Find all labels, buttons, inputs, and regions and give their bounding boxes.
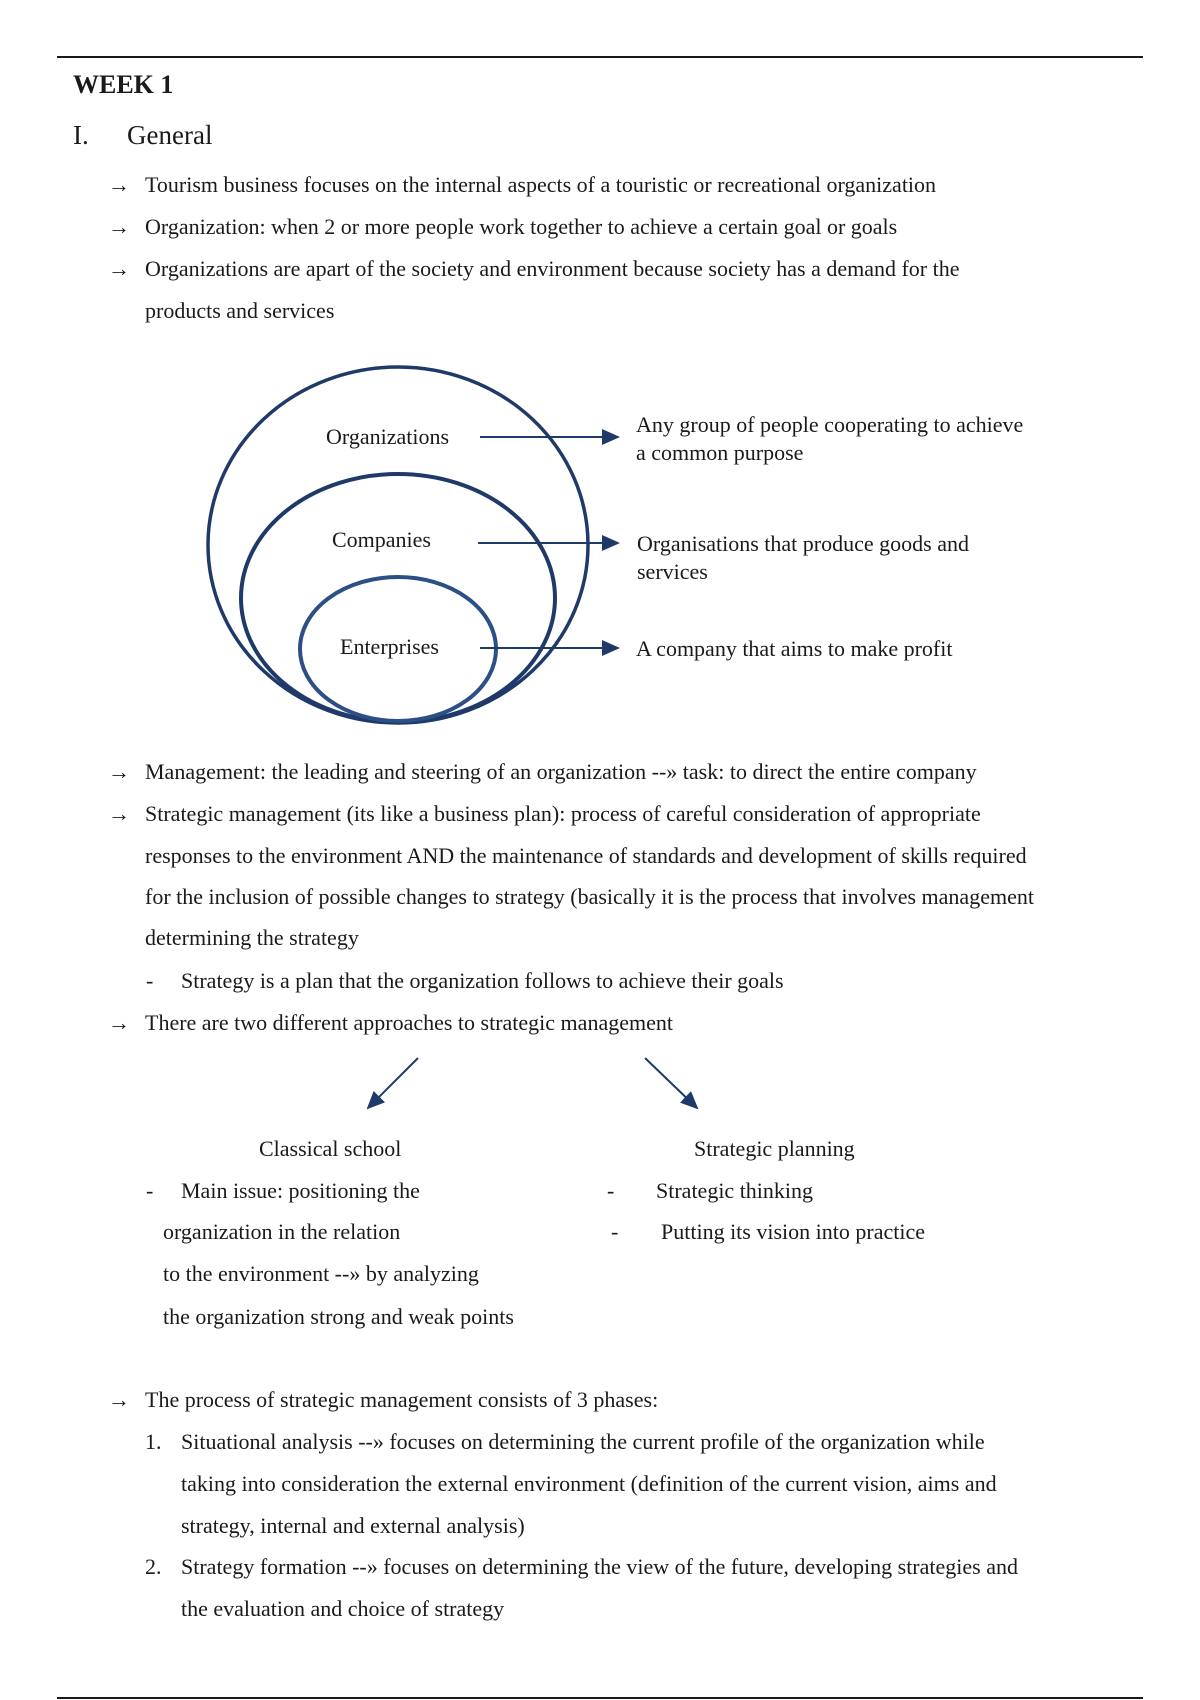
arrow-bullet-icon: → [108,801,130,826]
dash-bullet-icon: - [611,1219,619,1244]
middle-circle-companies [241,474,555,722]
classical-line-4: the organization strong and weak points [163,1304,514,1329]
dash-bullet-icon: - [146,1178,154,1203]
bottom-rule [57,1697,1143,1699]
process-item2-line2: the evaluation and choice of strategy [181,1596,505,1621]
section-number: I. [73,120,89,150]
process-item1-line2: taking into consideration the external environment (definition of the current vision, aims and [181,1471,997,1496]
sub-bullet-strategy: Strategy is a plan that the organization follows to achieve their goals [181,968,784,993]
classical-title: Classical school [259,1136,402,1161]
dash-bullet-icon: - [146,968,154,993]
arrow-bullet-icon: → [108,759,130,784]
bullet-strategic-3: for the inclusion of possible changes to strategy (basically it is the process that involves management [145,884,1034,909]
bullet-strategic-4: determining the strategy [145,925,359,950]
classical-line-1: Main issue: positioning the [181,1178,420,1203]
arrow-bullet-icon: → [108,1387,130,1412]
bullet-society-1: Organizations are apart of the society and environment because society has a demand for the [145,256,960,281]
bullet-strategic-1: Strategic management (its like a business plan): process of careful consideration of appropriate [145,801,981,826]
week-heading: WEEK 1 [73,70,174,99]
bullet-approaches: There are two different approaches to strategic management [145,1010,673,1035]
label-enterprises: Enterprises [340,634,439,659]
arrow-bullet-icon: → [108,256,130,281]
process-item1-line3: strategy, internal and external analysis) [181,1513,525,1538]
planning-line-1: Strategic thinking [656,1178,814,1203]
process-item1-number: 1. [145,1429,162,1454]
arrow-bullet-icon: → [108,214,130,239]
bullet-management: Management: the leading and steering of an organization --» task: to direct the entire company [145,759,977,784]
bullet-society-2: products and services [145,298,335,323]
process-intro: The process of strategic management consists of 3 phases: [145,1387,659,1412]
classical-line-3: to the environment --» by analyzing [163,1261,479,1286]
bullet-strategic-2: responses to the environment AND the maintenance of standards and development of skills required [145,843,1027,868]
process-item2-line1: Strategy formation --» focuses on determining the view of the future, developing strategies and [181,1554,1018,1579]
dash-bullet-icon: - [607,1178,615,1203]
label-organizations: Organizations [326,424,450,449]
desc-enterprises-1: A company that aims to make profit [636,636,953,661]
arrow-planning [645,1058,697,1108]
arrow-bullet-icon: → [108,1010,130,1035]
bullet-tourism: Tourism business focuses on the internal aspects of a touristic or recreational organization [145,172,937,197]
planning-line-2: Putting its vision into practice [661,1219,925,1244]
arrow-bullet-icon: → [108,172,130,197]
arrow-classical [368,1058,418,1108]
label-companies: Companies [332,527,431,552]
process-item2-number: 2. [145,1554,162,1579]
planning-title: Strategic planning [694,1136,855,1161]
desc-organizations-1: Any group of people cooperating to achieve [636,412,1024,437]
bullet-organization: Organization: when 2 or more people work together to achieve a certain goal or goals [145,214,898,239]
desc-organizations-2: a common purpose [636,440,804,465]
process-item1-line1: Situational analysis --» focuses on determining the current profile of the organization while [181,1429,985,1454]
desc-companies-1: Organisations that produce goods and [637,531,969,556]
classical-line-2: organization in the relation [163,1219,401,1244]
section-title: General [127,120,213,150]
desc-companies-2: services [637,559,708,584]
